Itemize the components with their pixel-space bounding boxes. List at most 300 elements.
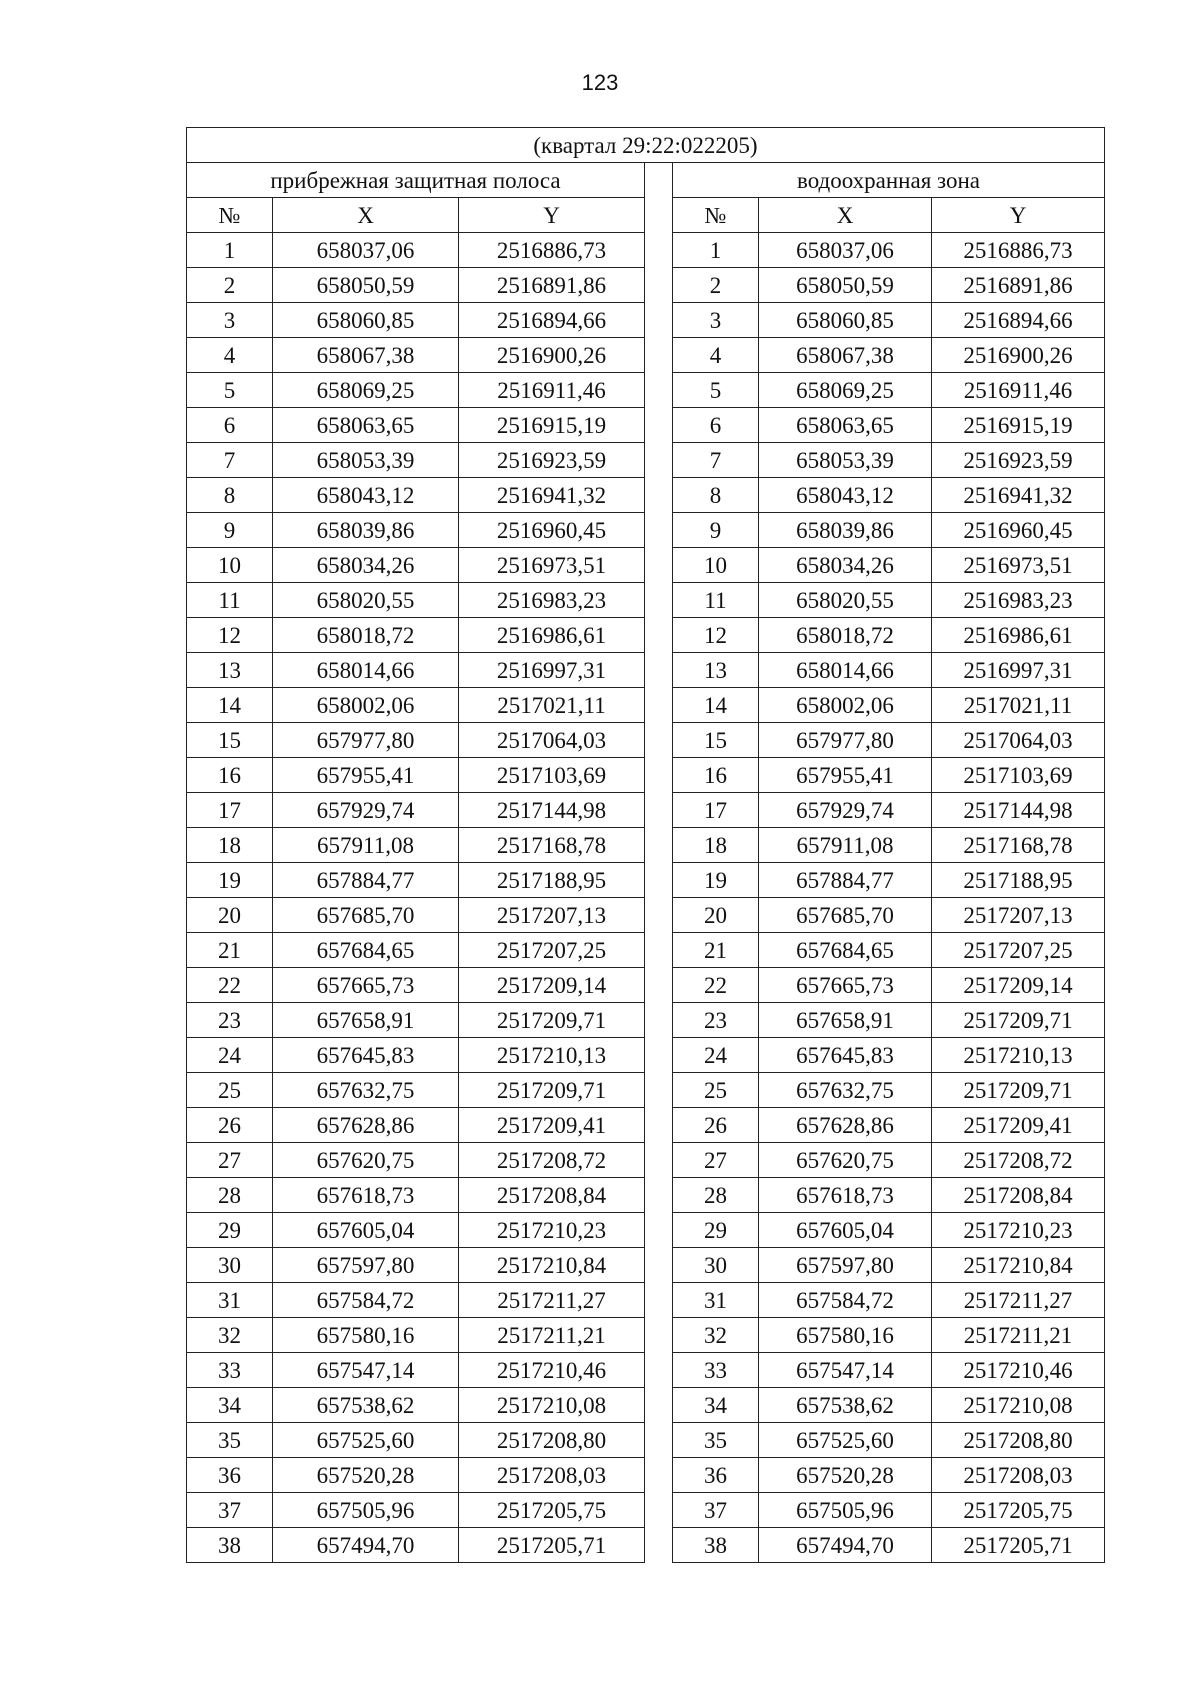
left-point-number: 12 — [187, 618, 273, 653]
table-row — [187, 303, 1105, 338]
right-coord-y: 2517207,13 — [932, 898, 1105, 933]
left-point-number: 26 — [187, 1108, 273, 1143]
right-coord-y: 2517207,25 — [932, 933, 1105, 968]
right-coord-x: 657494,70 — [759, 1528, 932, 1563]
left-coord-x: 657494,70 — [273, 1528, 459, 1563]
column-gap — [645, 163, 673, 198]
right-coord-y: 2516960,45 — [932, 513, 1105, 548]
table-row — [187, 688, 1105, 723]
table-row — [187, 1493, 1105, 1528]
column-gap — [645, 268, 673, 303]
left-coord-y: 2517210,46 — [459, 1353, 645, 1388]
left-header-number: № — [187, 198, 273, 233]
table-row — [187, 933, 1105, 968]
column-gap — [645, 793, 673, 828]
left-coord-y: 2516911,46 — [459, 373, 645, 408]
right-point-number: 6 — [673, 408, 759, 443]
right-coord-x: 658039,86 — [759, 513, 932, 548]
left-coord-y: 2516986,61 — [459, 618, 645, 653]
right-point-number: 33 — [673, 1353, 759, 1388]
column-gap — [645, 1073, 673, 1108]
table-row — [187, 653, 1105, 688]
right-coord-x: 657520,28 — [759, 1458, 932, 1493]
table-row — [187, 793, 1105, 828]
right-coord-x: 658037,06 — [759, 233, 932, 268]
table-row — [187, 513, 1105, 548]
left-coord-x: 657665,73 — [273, 968, 459, 1003]
column-gap — [645, 1178, 673, 1213]
right-coord-y: 2516911,46 — [932, 373, 1105, 408]
left-coord-x: 658037,06 — [273, 233, 459, 268]
left-point-number: 11 — [187, 583, 273, 618]
left-point-number: 9 — [187, 513, 273, 548]
right-coord-x: 658014,66 — [759, 653, 932, 688]
right-coord-x: 657955,41 — [759, 758, 932, 793]
left-coord-y: 2516983,23 — [459, 583, 645, 618]
column-gap — [645, 1213, 673, 1248]
right-point-number: 31 — [673, 1283, 759, 1318]
right-coord-x: 657977,80 — [759, 723, 932, 758]
table-row — [187, 1143, 1105, 1178]
column-gap — [645, 1108, 673, 1143]
left-point-number: 23 — [187, 1003, 273, 1038]
right-coord-x: 658069,25 — [759, 373, 932, 408]
right-header-x: X — [759, 198, 932, 233]
right-point-number: 11 — [673, 583, 759, 618]
column-gap — [645, 1388, 673, 1423]
left-point-number: 31 — [187, 1283, 273, 1318]
left-coord-x: 658067,38 — [273, 338, 459, 373]
column-gap — [645, 828, 673, 863]
right-coord-x: 657525,60 — [759, 1423, 932, 1458]
table-row — [187, 1283, 1105, 1318]
right-point-number: 4 — [673, 338, 759, 373]
right-header-number: № — [673, 198, 759, 233]
left-coord-x: 657597,80 — [273, 1248, 459, 1283]
right-group-title: водоохранная зона — [673, 163, 1105, 198]
right-point-number: 7 — [673, 443, 759, 478]
coordinates-table-body — [187, 233, 1105, 1563]
right-point-number: 30 — [673, 1248, 759, 1283]
left-point-number: 28 — [187, 1178, 273, 1213]
left-coord-x: 658069,25 — [273, 373, 459, 408]
left-coord-x: 658063,65 — [273, 408, 459, 443]
left-coord-y: 2517210,23 — [459, 1213, 645, 1248]
right-coord-y: 2516923,59 — [932, 443, 1105, 478]
table-row — [187, 408, 1105, 443]
left-coord-x: 658018,72 — [273, 618, 459, 653]
right-header-y: Y — [932, 198, 1105, 233]
right-coord-x: 657618,73 — [759, 1178, 932, 1213]
left-point-number: 4 — [187, 338, 273, 373]
column-gap — [645, 758, 673, 793]
block-title: (квартал 29:22:022205) — [187, 128, 1105, 163]
left-coord-y: 2517207,13 — [459, 898, 645, 933]
left-point-number: 25 — [187, 1073, 273, 1108]
left-coord-y: 2517064,03 — [459, 723, 645, 758]
right-point-number: 38 — [673, 1528, 759, 1563]
column-gap — [645, 1038, 673, 1073]
left-header-x: X — [273, 198, 459, 233]
right-point-number: 8 — [673, 478, 759, 513]
coordinates-table — [186, 127, 1105, 1563]
left-point-number: 21 — [187, 933, 273, 968]
right-coord-y: 2517208,80 — [932, 1423, 1105, 1458]
left-coord-y: 2517210,08 — [459, 1388, 645, 1423]
left-coord-y: 2516923,59 — [459, 443, 645, 478]
right-coord-x: 657685,70 — [759, 898, 932, 933]
left-coord-x: 657538,62 — [273, 1388, 459, 1423]
left-coord-x: 658060,85 — [273, 303, 459, 338]
left-coord-y: 2517209,14 — [459, 968, 645, 1003]
table-row — [187, 618, 1105, 653]
left-coord-y: 2517208,03 — [459, 1458, 645, 1493]
right-coord-y: 2517210,23 — [932, 1213, 1105, 1248]
table-row — [187, 268, 1105, 303]
left-coord-x: 657632,75 — [273, 1073, 459, 1108]
column-gap — [645, 408, 673, 443]
left-point-number: 8 — [187, 478, 273, 513]
left-point-number: 34 — [187, 1388, 273, 1423]
table-row — [187, 723, 1105, 758]
table-row — [187, 1213, 1105, 1248]
right-point-number: 35 — [673, 1423, 759, 1458]
right-coord-y: 2516941,32 — [932, 478, 1105, 513]
right-coord-y: 2516886,73 — [932, 233, 1105, 268]
right-coord-y: 2517209,71 — [932, 1003, 1105, 1038]
column-gap — [645, 653, 673, 688]
right-point-number: 15 — [673, 723, 759, 758]
left-group-title: прибрежная защитная полоса — [187, 163, 645, 198]
right-coord-x: 657505,96 — [759, 1493, 932, 1528]
right-coord-x: 657584,72 — [759, 1283, 932, 1318]
left-coord-x: 657580,16 — [273, 1318, 459, 1353]
column-gap — [645, 338, 673, 373]
right-coord-x: 658018,72 — [759, 618, 932, 653]
right-point-number: 32 — [673, 1318, 759, 1353]
left-point-number: 5 — [187, 373, 273, 408]
column-gap — [645, 1493, 673, 1528]
left-coord-x: 657911,08 — [273, 828, 459, 863]
right-coord-x: 657580,16 — [759, 1318, 932, 1353]
right-coord-x: 657929,74 — [759, 793, 932, 828]
left-coord-y: 2517208,72 — [459, 1143, 645, 1178]
column-gap — [645, 443, 673, 478]
table-row — [187, 1108, 1105, 1143]
left-coord-y: 2516886,73 — [459, 233, 645, 268]
right-coord-x: 657658,91 — [759, 1003, 932, 1038]
right-point-number: 16 — [673, 758, 759, 793]
column-gap — [645, 1248, 673, 1283]
column-gap — [645, 1353, 673, 1388]
left-coord-x: 658034,26 — [273, 548, 459, 583]
table-row — [187, 1318, 1105, 1353]
left-coord-x: 657547,14 — [273, 1353, 459, 1388]
left-point-number: 10 — [187, 548, 273, 583]
column-gap — [645, 1143, 673, 1178]
right-point-number: 22 — [673, 968, 759, 1003]
right-coord-y: 2517209,41 — [932, 1108, 1105, 1143]
left-coord-y: 2516915,19 — [459, 408, 645, 443]
right-coord-y: 2517210,08 — [932, 1388, 1105, 1423]
right-point-number: 3 — [673, 303, 759, 338]
right-coord-y: 2516983,23 — [932, 583, 1105, 618]
right-coord-x: 657538,62 — [759, 1388, 932, 1423]
right-coord-y: 2516900,26 — [932, 338, 1105, 373]
block-title-row — [187, 128, 1105, 163]
left-coord-y: 2517188,95 — [459, 863, 645, 898]
right-coord-x: 657684,65 — [759, 933, 932, 968]
right-point-number: 14 — [673, 688, 759, 723]
right-coord-y: 2516986,61 — [932, 618, 1105, 653]
left-coord-y: 2517168,78 — [459, 828, 645, 863]
right-coord-x: 657884,77 — [759, 863, 932, 898]
left-coord-x: 657929,74 — [273, 793, 459, 828]
right-coord-y: 2517210,84 — [932, 1248, 1105, 1283]
left-coord-x: 657628,86 — [273, 1108, 459, 1143]
left-point-number: 16 — [187, 758, 273, 793]
right-coord-x: 657620,75 — [759, 1143, 932, 1178]
left-point-number: 32 — [187, 1318, 273, 1353]
right-coord-y: 2517209,14 — [932, 968, 1105, 1003]
left-point-number: 19 — [187, 863, 273, 898]
column-gap — [645, 933, 673, 968]
left-coord-x: 657977,80 — [273, 723, 459, 758]
right-coord-y: 2517168,78 — [932, 828, 1105, 863]
right-point-number: 36 — [673, 1458, 759, 1493]
left-coord-x: 657685,70 — [273, 898, 459, 933]
column-gap — [645, 373, 673, 408]
left-coord-y: 2517205,71 — [459, 1528, 645, 1563]
right-point-number: 18 — [673, 828, 759, 863]
left-coord-y: 2516894,66 — [459, 303, 645, 338]
left-coord-y: 2517207,25 — [459, 933, 645, 968]
table-row — [187, 1423, 1105, 1458]
table-row — [187, 548, 1105, 583]
left-point-number: 38 — [187, 1528, 273, 1563]
right-point-number: 19 — [673, 863, 759, 898]
right-coord-y: 2517210,13 — [932, 1038, 1105, 1073]
left-coord-y: 2517021,11 — [459, 688, 645, 723]
column-gap — [645, 898, 673, 933]
left-coord-y: 2517209,71 — [459, 1003, 645, 1038]
table-row — [187, 1248, 1105, 1283]
right-point-number: 20 — [673, 898, 759, 933]
table-row — [187, 898, 1105, 933]
right-coord-y: 2517211,27 — [932, 1283, 1105, 1318]
left-coord-y: 2517205,75 — [459, 1493, 645, 1528]
column-gap — [645, 513, 673, 548]
table-row — [187, 758, 1105, 793]
column-gap — [645, 1528, 673, 1563]
right-point-number: 5 — [673, 373, 759, 408]
left-coord-x: 658039,86 — [273, 513, 459, 548]
column-gap — [645, 1003, 673, 1038]
right-point-number: 17 — [673, 793, 759, 828]
right-point-number: 29 — [673, 1213, 759, 1248]
right-coord-x: 658053,39 — [759, 443, 932, 478]
group-title-row — [187, 163, 1105, 198]
left-coord-y: 2517103,69 — [459, 758, 645, 793]
left-point-number: 29 — [187, 1213, 273, 1248]
left-coord-y: 2516941,32 — [459, 478, 645, 513]
right-point-number: 23 — [673, 1003, 759, 1038]
left-point-number: 13 — [187, 653, 273, 688]
left-coord-x: 657645,83 — [273, 1038, 459, 1073]
left-coord-x: 657505,96 — [273, 1493, 459, 1528]
left-coord-y: 2517210,13 — [459, 1038, 645, 1073]
right-coord-x: 658043,12 — [759, 478, 932, 513]
column-gap — [645, 303, 673, 338]
left-coord-y: 2516960,45 — [459, 513, 645, 548]
left-point-number: 2 — [187, 268, 273, 303]
left-coord-y: 2517208,80 — [459, 1423, 645, 1458]
left-coord-x: 658020,55 — [273, 583, 459, 618]
left-point-number: 14 — [187, 688, 273, 723]
left-coord-y: 2517144,98 — [459, 793, 645, 828]
right-coord-y: 2517208,72 — [932, 1143, 1105, 1178]
right-coord-y: 2517103,69 — [932, 758, 1105, 793]
column-gap — [645, 583, 673, 618]
right-point-number: 28 — [673, 1178, 759, 1213]
right-coord-y: 2516915,19 — [932, 408, 1105, 443]
left-point-number: 6 — [187, 408, 273, 443]
right-coord-y: 2516891,86 — [932, 268, 1105, 303]
right-coord-x: 658034,26 — [759, 548, 932, 583]
right-coord-x: 657628,86 — [759, 1108, 932, 1143]
left-coord-x: 658014,66 — [273, 653, 459, 688]
column-gap — [645, 723, 673, 758]
table-row — [187, 1178, 1105, 1213]
table-row — [187, 1528, 1105, 1563]
right-coord-y: 2517205,75 — [932, 1493, 1105, 1528]
right-coord-y: 2517064,03 — [932, 723, 1105, 758]
left-point-number: 22 — [187, 968, 273, 1003]
column-gap — [645, 688, 673, 723]
right-coord-y: 2517208,03 — [932, 1458, 1105, 1493]
table-row — [187, 233, 1105, 268]
left-coord-x: 658050,59 — [273, 268, 459, 303]
right-point-number: 9 — [673, 513, 759, 548]
left-coord-x: 657884,77 — [273, 863, 459, 898]
column-gap — [645, 618, 673, 653]
left-coord-x: 658043,12 — [273, 478, 459, 513]
right-point-number: 25 — [673, 1073, 759, 1108]
table-row — [187, 583, 1105, 618]
left-point-number: 36 — [187, 1458, 273, 1493]
right-coord-y: 2516997,31 — [932, 653, 1105, 688]
right-coord-y: 2517021,11 — [932, 688, 1105, 723]
right-point-number: 2 — [673, 268, 759, 303]
table-row — [187, 863, 1105, 898]
left-coord-x: 657584,72 — [273, 1283, 459, 1318]
column-gap — [645, 863, 673, 898]
column-gap — [645, 1458, 673, 1493]
right-coord-x: 658063,65 — [759, 408, 932, 443]
right-coord-y: 2517144,98 — [932, 793, 1105, 828]
table-row — [187, 1388, 1105, 1423]
right-point-number: 34 — [673, 1388, 759, 1423]
right-point-number: 1 — [673, 233, 759, 268]
table-row — [187, 968, 1105, 1003]
right-coord-x: 657547,14 — [759, 1353, 932, 1388]
left-coord-y: 2516891,86 — [459, 268, 645, 303]
table-row — [187, 478, 1105, 513]
right-coord-x: 658050,59 — [759, 268, 932, 303]
right-coord-x: 658002,06 — [759, 688, 932, 723]
left-coord-x: 657620,75 — [273, 1143, 459, 1178]
left-point-number: 15 — [187, 723, 273, 758]
column-gap — [645, 1423, 673, 1458]
column-gap — [645, 548, 673, 583]
left-coord-y: 2517208,84 — [459, 1178, 645, 1213]
left-coord-x: 657658,91 — [273, 1003, 459, 1038]
left-point-number: 30 — [187, 1248, 273, 1283]
left-coord-x: 657520,28 — [273, 1458, 459, 1493]
column-gap — [645, 968, 673, 1003]
right-coord-y: 2516973,51 — [932, 548, 1105, 583]
column-header-row — [187, 198, 1105, 233]
right-coord-x: 657597,80 — [759, 1248, 932, 1283]
table-row — [187, 1353, 1105, 1388]
column-gap — [645, 478, 673, 513]
left-point-number: 17 — [187, 793, 273, 828]
right-coord-x: 658020,55 — [759, 583, 932, 618]
left-coord-y: 2516973,51 — [459, 548, 645, 583]
left-coord-y: 2517211,27 — [459, 1283, 645, 1318]
column-gap — [645, 1318, 673, 1353]
page-number: 123 — [581, 70, 619, 95]
right-coord-x: 658067,38 — [759, 338, 932, 373]
table-row — [187, 828, 1105, 863]
right-point-number: 12 — [673, 618, 759, 653]
right-coord-x: 657911,08 — [759, 828, 932, 863]
left-coord-x: 657618,73 — [273, 1178, 459, 1213]
left-point-number: 3 — [187, 303, 273, 338]
left-point-number: 7 — [187, 443, 273, 478]
right-coord-x: 657645,83 — [759, 1038, 932, 1073]
right-coord-x: 657632,75 — [759, 1073, 932, 1108]
left-coord-y: 2516900,26 — [459, 338, 645, 373]
left-coord-y: 2517209,71 — [459, 1073, 645, 1108]
left-coord-x: 657684,65 — [273, 933, 459, 968]
table-row — [187, 373, 1105, 408]
right-point-number: 10 — [673, 548, 759, 583]
right-coord-y: 2517209,71 — [932, 1073, 1105, 1108]
right-point-number: 37 — [673, 1493, 759, 1528]
column-gap — [645, 233, 673, 268]
table-row — [187, 443, 1105, 478]
left-coord-x: 657605,04 — [273, 1213, 459, 1248]
right-coord-x: 657665,73 — [759, 968, 932, 1003]
left-point-number: 33 — [187, 1353, 273, 1388]
left-point-number: 37 — [187, 1493, 273, 1528]
column-gap — [645, 1283, 673, 1318]
left-point-number: 20 — [187, 898, 273, 933]
left-coord-x: 657525,60 — [273, 1423, 459, 1458]
left-coord-y: 2516997,31 — [459, 653, 645, 688]
right-coord-x: 657605,04 — [759, 1213, 932, 1248]
right-point-number: 21 — [673, 933, 759, 968]
right-point-number: 24 — [673, 1038, 759, 1073]
table-row — [187, 338, 1105, 373]
column-gap — [645, 198, 673, 233]
left-coord-x: 658053,39 — [273, 443, 459, 478]
left-point-number: 35 — [187, 1423, 273, 1458]
right-coord-y: 2517210,46 — [932, 1353, 1105, 1388]
right-coord-y: 2517211,21 — [932, 1318, 1105, 1353]
right-point-number: 27 — [673, 1143, 759, 1178]
